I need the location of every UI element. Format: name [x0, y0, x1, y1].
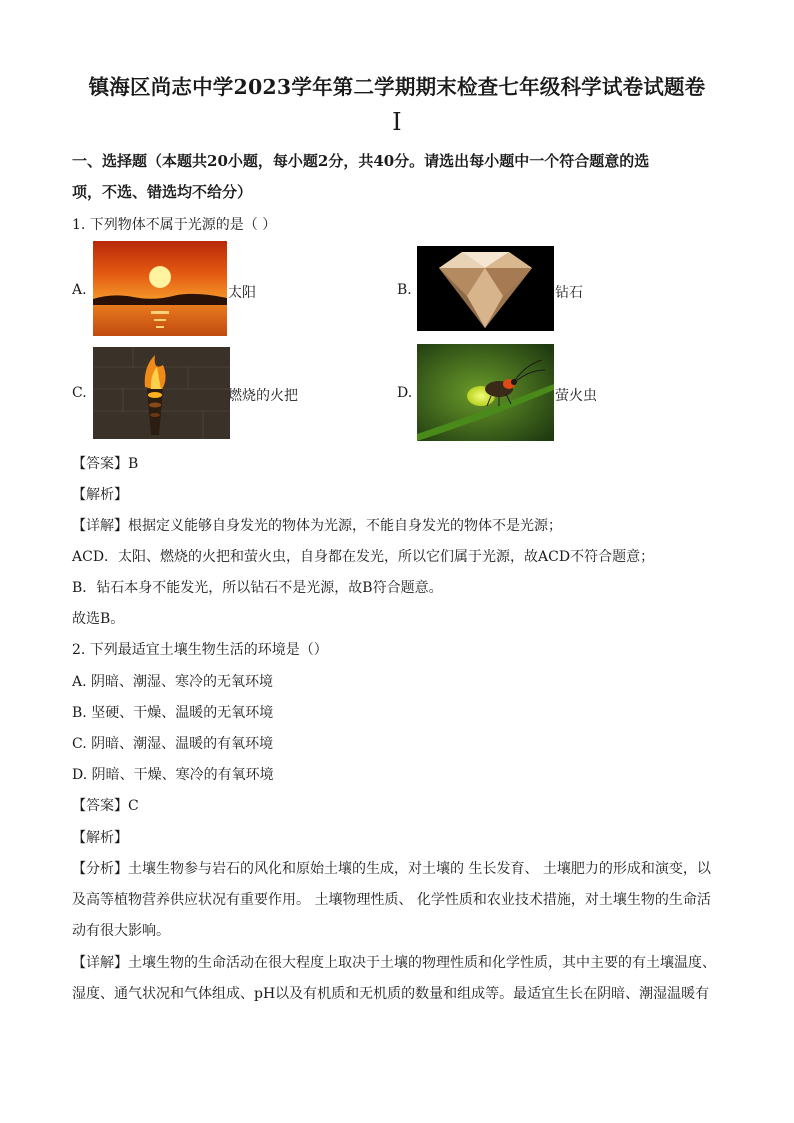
torch-image [93, 347, 230, 439]
q1-detail-line: ACD．太阳、燃烧的火把和萤火虫，自身都在发光，所以它们属于光源，故ACD不符合题意； [72, 549, 655, 565]
q1-answer: 【答案】B [72, 456, 139, 472]
q1-detail-line: B．钻石本身不能发光，所以钻石不是光源，故B符合题意。 [72, 580, 443, 596]
sunset-image [93, 241, 227, 336]
q2-answer: 【答案】C [72, 798, 139, 814]
q2-fenxi-line: 及高等植物营养供应状况有重要作用。 土壤物理性质、 化学性质和农业技术措施，对土壤生物的生命活 [72, 892, 711, 908]
option-c-text: 燃烧的火把 [228, 388, 298, 404]
diamond-image [417, 246, 554, 331]
document-title: 镇海区尚志中学2023学年第二学期期末检查七年级科学试卷试题卷 [88, 75, 706, 99]
q1-detail-line: 故选B。 [72, 611, 125, 627]
question-1-stem: 1. 下列物体不属于光源的是（ ） [72, 217, 277, 233]
q2-option-b: B. 坚硬、干燥、温暖的无氧环境 [72, 705, 274, 721]
option-a-text: 太阳 [228, 285, 256, 301]
q2-detail-line: 【详解】土壤生物的生命活动在很大程度上取决于土壤的物理性质和化学性质，其中主要的有土壤温度、 [72, 955, 716, 971]
q2-fenxi-line: 【分析】土壤生物参与岩石的风化和原始土壤的生成，对土壤的 生长发育、 土壤肥力的形成和演变，以 [72, 861, 711, 877]
option-b-text: 钻石 [555, 285, 583, 301]
q1-analysis-heading: 【解析】 [72, 487, 128, 503]
firefly-image [417, 344, 554, 441]
q2-fenxi-line: 动有很大影响。 [72, 923, 170, 939]
option-b-label: B. [397, 282, 412, 298]
option-d-label: D. [397, 385, 413, 401]
option-c-label: C. [72, 385, 87, 401]
q2-analysis-heading: 【解析】 [72, 830, 128, 846]
section-heading-cont: 项，不选、错选均不给分） [72, 183, 253, 201]
q1-detail-line: 【详解】根据定义能够自身发光的物体为光源，不能自身发光的物体不是光源； [72, 518, 562, 534]
section-heading: 一、选择题（本题共20小题，每小题2分，共40分。请选出每小题中一个符合题意的选 [72, 152, 650, 170]
q2-detail-line: 湿度、通气状况和气体组成、pH以及有机质和无机质的数量和组成等。最适宜生长在阴暗、潮湿温暖有 [72, 986, 710, 1002]
q2-option-d: D. 阴暗、干燥、寒冷的有氧环境 [72, 767, 274, 783]
option-d-text: 萤火虫 [555, 388, 597, 404]
option-a-label: A. [72, 282, 87, 298]
q2-option-c: C. 阴暗、潮湿、温暖的有氧环境 [72, 736, 274, 752]
q2-option-a: A. 阴暗、潮湿、寒冷的无氧环境 [72, 674, 274, 690]
document-title-roman: Ⅰ [392, 108, 402, 136]
question-2-stem: 2. 下列最适宜土壤生物生活的环境是（） [72, 642, 328, 658]
